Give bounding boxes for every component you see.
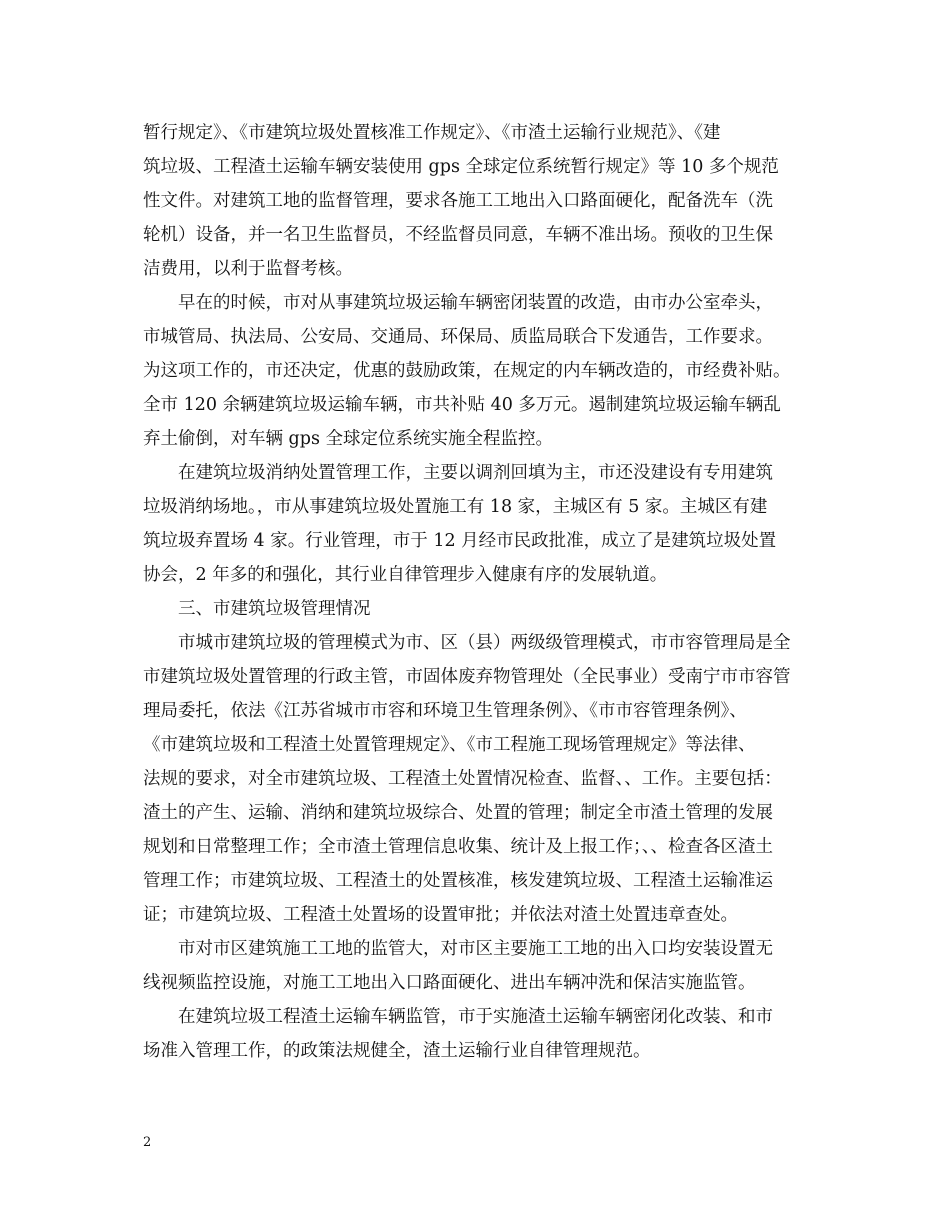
paragraph-start-line: 市城市建筑垃圾的管理模式为市、区（县）两级级管理模式，市市容管理局是全 <box>178 633 791 653</box>
paragraph-start-line: 市对市区建筑施工工地的监管大，对市区主要施工工地的出入口均安装设置无 <box>178 939 773 959</box>
text-line: 法规的要求，对全市建筑垃圾、工程渣土处置情况检查、监督、、工作。主要包括： <box>143 769 782 789</box>
paragraph-start-line: 早在的时候，市对从事建筑垃圾运输车辆密闭装置的改造，由市办公室牵头， <box>178 293 773 313</box>
text-line: 规划和日常整理工作；全市渣土管理信息收集、统计及上报工作；、、检查各区渣土 <box>143 837 773 857</box>
text-line: 渣土的产生、运输、消纳和建筑垃圾综合、处置的管理；制定全市渣土管理的发展 <box>143 803 773 823</box>
text-line: 市建筑垃圾处置管理的行政主管，市固体废弃物管理处（全民事业）受南宁市市容管 <box>143 667 791 687</box>
text-line: 筑垃圾弃置场 4 家。行业管理，市于 12 月经市民政批准，成立了是建筑垃圾处置 <box>143 531 777 551</box>
text-line: 垃圾消纳场地。，市从事建筑垃圾处置施工有 18 家，主城区有 5 家。主城区有建 <box>143 497 768 517</box>
page-number: 2 <box>143 1135 152 1150</box>
text-line: 轮机）设备，并一名卫生监督员，不经监督员同意，车辆不准出场。预收的卫生保 <box>143 225 773 245</box>
text-line: 筑垃圾、工程渣土运输车辆安装使用 gps 全球定位系统暂行规定》等 10 多个规范 <box>143 157 779 177</box>
text-line: 市城管局、执法局、公安局、交通局、环保局、质监局联合下发通告，工作要求。 <box>143 327 773 347</box>
text-line: 为这项工作的，市还决定，优惠的鼓励政策，在规定的内车辆改造的，市经费补贴。 <box>143 361 791 381</box>
text-line: 理局委托，依法《江苏省城市市容和环境卫生管理条例》、《市市容管理条例》、 <box>143 701 747 721</box>
text-line: 场准入管理工作，的政策法规健全，渣土运输行业自律管理规范。 <box>143 1041 651 1061</box>
text-line: 证；市建筑垃圾、工程渣土处置场的设置审批；并依法对渣土处置违章查处。 <box>143 905 738 925</box>
text-line: 线视频监控设施，对施工工地出入口路面硬化、进出车辆冲洗和保洁实施监管。 <box>143 973 756 993</box>
text-line: 性文件。对建筑工地的监督管理，要求各施工工地出入口路面硬化，配备洗车（洗 <box>143 191 773 211</box>
text-line: 协会，2 年多的和强化，其行业自律管理步入健康有序的发展轨道。 <box>143 565 668 585</box>
text-line: 《市建筑垃圾和工程渣土处置管理规定》、《市工程施工现场管理规定》等法律、 <box>143 735 756 755</box>
text-line: 暂行规定》、《市建筑垃圾处置核准工作规定》、《市渣土运输行业规范》、《建 <box>143 123 721 143</box>
text-line: 洁费用，以利于监督考核。 <box>143 259 353 279</box>
text-line: 弃土偷倒，对车辆 gps 全球定位系统实施全程监控。 <box>143 429 554 449</box>
body-text <box>143 116 813 1068</box>
text-line: 管理工作；市建筑垃圾、工程渣土的处置核准，核发建筑垃圾、工程渣土运输准运 <box>143 871 773 891</box>
text-line: 全市 120 余辆建筑垃圾运输车辆，市共补贴 40 多万元。遏制建筑垃圾运输车辆乱 <box>143 395 781 415</box>
paragraph-start-line: 在建筑垃圾消纳处置管理工作，主要以调剂回填为主，市还没建设有专用建筑 <box>178 463 773 483</box>
section-heading: 三、市建筑垃圾管理情况 <box>178 599 371 619</box>
paragraph-start-line: 在建筑垃圾工程渣土运输车辆监管，市于实施渣土运输车辆密闭化改装、和市 <box>178 1007 773 1027</box>
